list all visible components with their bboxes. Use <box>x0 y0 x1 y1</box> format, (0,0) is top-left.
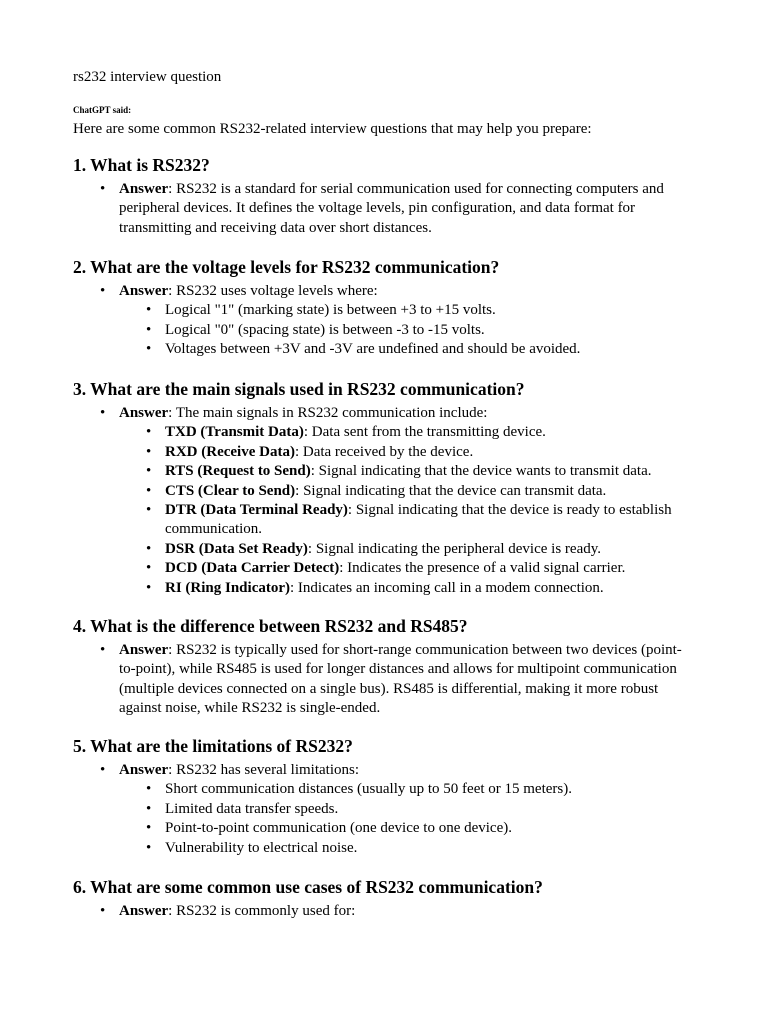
answer-text: : The main signals in RS232 communication include: <box>168 405 488 421</box>
list-item: • Vulnerability to electrical noise. <box>119 839 693 858</box>
list-item <box>119 443 693 462</box>
voltage-level-list <box>119 301 693 359</box>
signal-term: CTS (Clear to Send) <box>165 482 296 499</box>
answer-text: : RS232 uses voltage levels where: <box>168 283 378 299</box>
answer-label: Answer <box>119 283 169 299</box>
intro-paragraph: Here are some common RS232-related interview questions that may help you prepare: <box>73 121 592 137</box>
signal-desc: : Data sent from the transmitting device. <box>303 424 546 441</box>
list-item: • Logical "0" (spacing state) is between -3 to -15 volts. <box>119 321 693 340</box>
question-section-6 <box>73 876 693 921</box>
question-section-4 <box>73 615 693 719</box>
list-item: • Point-to-point communication (one device to one device). <box>119 819 693 838</box>
limitation-list <box>119 780 693 858</box>
signal-term: RI (Ring Indicator) <box>165 579 291 596</box>
list-item: • Limited data transfer speeds. <box>119 800 693 819</box>
list-item <box>119 579 693 598</box>
question-heading: 5. What are the limitations of RS232? <box>73 736 353 756</box>
answer-list <box>73 641 693 719</box>
question-section-1 <box>73 154 693 238</box>
answer-label: Answer <box>119 642 169 658</box>
list-item: • Short communication distances (usually up to 50 feet or 15 meters). <box>119 780 693 799</box>
assistant-label: ChatGPT said: <box>73 105 132 115</box>
list-item <box>119 540 693 559</box>
signal-desc: : Signal indicating that the device is ready to establish communication. <box>165 502 672 538</box>
list-item <box>119 501 693 540</box>
question-heading: 3. What are the main signals used in RS232 communication? <box>73 379 525 399</box>
signal-term: RXD (Receive Data) <box>165 443 295 460</box>
list-item <box>119 462 693 481</box>
question-heading: 2. What are the voltage levels for RS232 communication? <box>73 257 500 277</box>
question-heading: 6. What are some common use cases of RS232 communication? <box>73 877 543 897</box>
user-prompt: rs232 interview question <box>73 69 222 85</box>
list-item <box>119 482 693 501</box>
signal-desc: : Indicates the presence of a valid signal carrier. <box>339 560 626 577</box>
answer-label: Answer <box>119 405 169 421</box>
signal-desc: : Data received by the device. <box>294 443 474 460</box>
answer-text: : RS232 is commonly used for: <box>168 903 356 919</box>
signal-term: DTR (Data Terminal Ready) <box>165 502 348 519</box>
answer-text: : RS232 is typically used for short-range communication between two devices (point-to-point), while RS485 is used for longer distances and allows for multipoint communication (multiple devices connected on a single bus). RS485 is differential, making it more robust against noise, while RS232 is single-ended. <box>119 642 682 717</box>
list-item <box>119 423 693 442</box>
answer-list <box>73 180 693 238</box>
answer-item <box>73 404 693 598</box>
answer-item <box>73 282 693 360</box>
signal-term: DSR (Data Set Ready) <box>165 540 308 557</box>
answer-item <box>73 902 693 921</box>
signal-term: RTS (Request to Send) <box>165 463 311 480</box>
signal-desc: : Indicates an incoming call in a modem connection. <box>290 579 604 596</box>
question-heading: 4. What is the difference between RS232 and RS485? <box>73 616 468 636</box>
answer-item <box>73 641 693 719</box>
answer-list <box>73 282 693 360</box>
signal-list <box>119 423 693 598</box>
answer-text: : RS232 has several limitations: <box>168 762 359 778</box>
answer-label: Answer <box>119 762 169 778</box>
answer-text: : RS232 is a standard for serial communication used for connecting computers and peripheral devices. It defines the voltage levels, pin configuration, and data format for transmitting and receiving data over short distances. <box>119 181 664 236</box>
answer-list <box>73 761 693 858</box>
question-section-3 <box>73 378 693 598</box>
question-heading: 1. What is RS232? <box>73 155 210 175</box>
question-section-2 <box>73 256 693 360</box>
answer-item <box>73 180 693 238</box>
question-section-5 <box>73 735 693 858</box>
answer-item <box>73 761 693 858</box>
signal-desc: : Signal indicating that the device wants to transmit data. <box>310 463 652 480</box>
list-item: • Logical "1" (marking state) is between +3 to +15 volts. <box>119 301 693 320</box>
list-item <box>119 559 693 578</box>
answer-list <box>73 404 693 598</box>
signal-term: TXD (Transmit Data) <box>165 424 304 441</box>
signal-desc: : Signal indicating that the device can transmit data. <box>295 482 607 499</box>
signal-desc: : Signal indicating the peripheral device is ready. <box>307 540 601 557</box>
list-item: • Voltages between +3V and -3V are undefined and should be avoided. <box>119 340 693 359</box>
signal-term: DCD (Data Carrier Detect) <box>165 560 340 577</box>
answer-label: Answer <box>119 181 169 197</box>
answer-list <box>73 902 693 921</box>
answer-label: Answer <box>119 903 169 919</box>
